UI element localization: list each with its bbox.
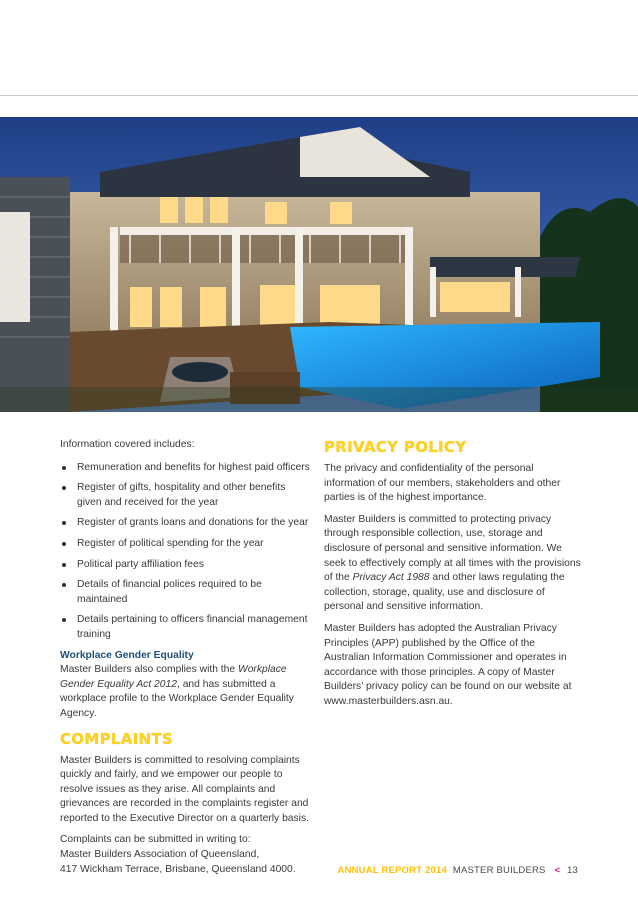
complaints-paragraph: Master Builders is committed to resolving complaints quickly and fairly, and we empower our people to resolve issues as they arise. All complaints and grievances are recorded in the complaints register and reported to the Executive Director on a quarterly basis. bbox=[60, 754, 309, 824]
list-item-text: Register of gifts, hospitality and other benefits given and received for the year bbox=[77, 482, 286, 508]
bullet-icon bbox=[62, 521, 66, 525]
privacy-text-end: and other laws regulating the collection, storage, quality, use and disclosure of personal and sensitive information. bbox=[324, 572, 565, 613]
complaints-heading: COMPLAINTS bbox=[60, 729, 174, 748]
hero-photo bbox=[0, 117, 638, 412]
list-item-text: Remuneration and benefits for highest paid officers bbox=[77, 461, 310, 473]
list-item bbox=[60, 461, 312, 476]
list-item-text: Details pertaining to officers financial management training bbox=[77, 614, 308, 640]
list-item bbox=[60, 613, 312, 642]
address-line: Complaints can be submitted in writing to: bbox=[60, 834, 251, 846]
privacy-paragraph-3: Master Builders has adopted the Australian Privacy Principles (APP) published by the Office of the Australian Information Commissioner and operates in accordance with those principles. A copy of Master Builders’ privacy policy can be found on our website at www.masterbuilders.asn.au. bbox=[324, 622, 572, 707]
list-item-text: Details of financial polices required to be maintained bbox=[77, 579, 262, 605]
list-item-text: Register of grants loans and donations for the year bbox=[77, 517, 309, 529]
address-line: Master Builders Association of Queensland, bbox=[60, 849, 260, 861]
list-item bbox=[60, 558, 312, 573]
wge-text-end: , and has submitted a workplace profile to the Workplace Gender Equality Agency. bbox=[60, 678, 294, 719]
complaints-address bbox=[60, 833, 312, 877]
left-column bbox=[60, 438, 312, 884]
privacy-text-start: Master Builders is committed to protecting privacy through responsible collection, use, storage and disclosure of personal and sensitive information. We seek to effectively comply at all times with the provisions of the bbox=[324, 513, 581, 584]
info-intro: Information covered includes: bbox=[60, 439, 195, 450]
bullet-icon bbox=[62, 542, 66, 546]
page-footer bbox=[337, 865, 578, 876]
wge-paragraph bbox=[60, 663, 312, 721]
wge-text-start: Master Builders also complies with the bbox=[60, 664, 238, 676]
privacy-paragraph-1: The privacy and confidentiality of the personal information of our members, stakeholders and other parties is of the highest importance. bbox=[324, 463, 561, 504]
list-item bbox=[60, 516, 312, 531]
page-number: 13 bbox=[567, 865, 578, 876]
footer-brand: MASTER BUILDERS bbox=[452, 865, 546, 876]
footer-report-label: ANNUAL REPORT 2014 bbox=[337, 865, 447, 876]
list-item-text: Political party affiliation fees bbox=[77, 558, 204, 570]
list-item bbox=[60, 537, 312, 552]
info-list bbox=[60, 461, 312, 643]
bullet-icon bbox=[62, 618, 66, 622]
bullet-icon bbox=[62, 583, 66, 587]
right-column bbox=[324, 438, 582, 717]
bullet-icon bbox=[62, 466, 66, 470]
top-divider bbox=[0, 95, 638, 96]
bullet-icon bbox=[62, 486, 66, 490]
privacy-act-name: Privacy Act 1988 bbox=[352, 572, 430, 584]
list-item-text: Register of political spending for the year bbox=[77, 537, 264, 549]
list-item bbox=[60, 578, 312, 607]
privacy-paragraph-2 bbox=[324, 513, 582, 615]
address-line: 417 Wickham Terrace, Brisbane, Queensland 4000. bbox=[60, 863, 296, 875]
list-item bbox=[60, 481, 312, 510]
privacy-heading: PRIVACY POLICY bbox=[324, 438, 467, 456]
chevron-left-icon: < bbox=[554, 865, 561, 876]
wge-act-name: Workplace Gender Equality Act 2012 bbox=[60, 664, 287, 690]
wge-heading: Workplace Gender Equality bbox=[60, 649, 194, 661]
bullet-icon bbox=[62, 563, 66, 567]
